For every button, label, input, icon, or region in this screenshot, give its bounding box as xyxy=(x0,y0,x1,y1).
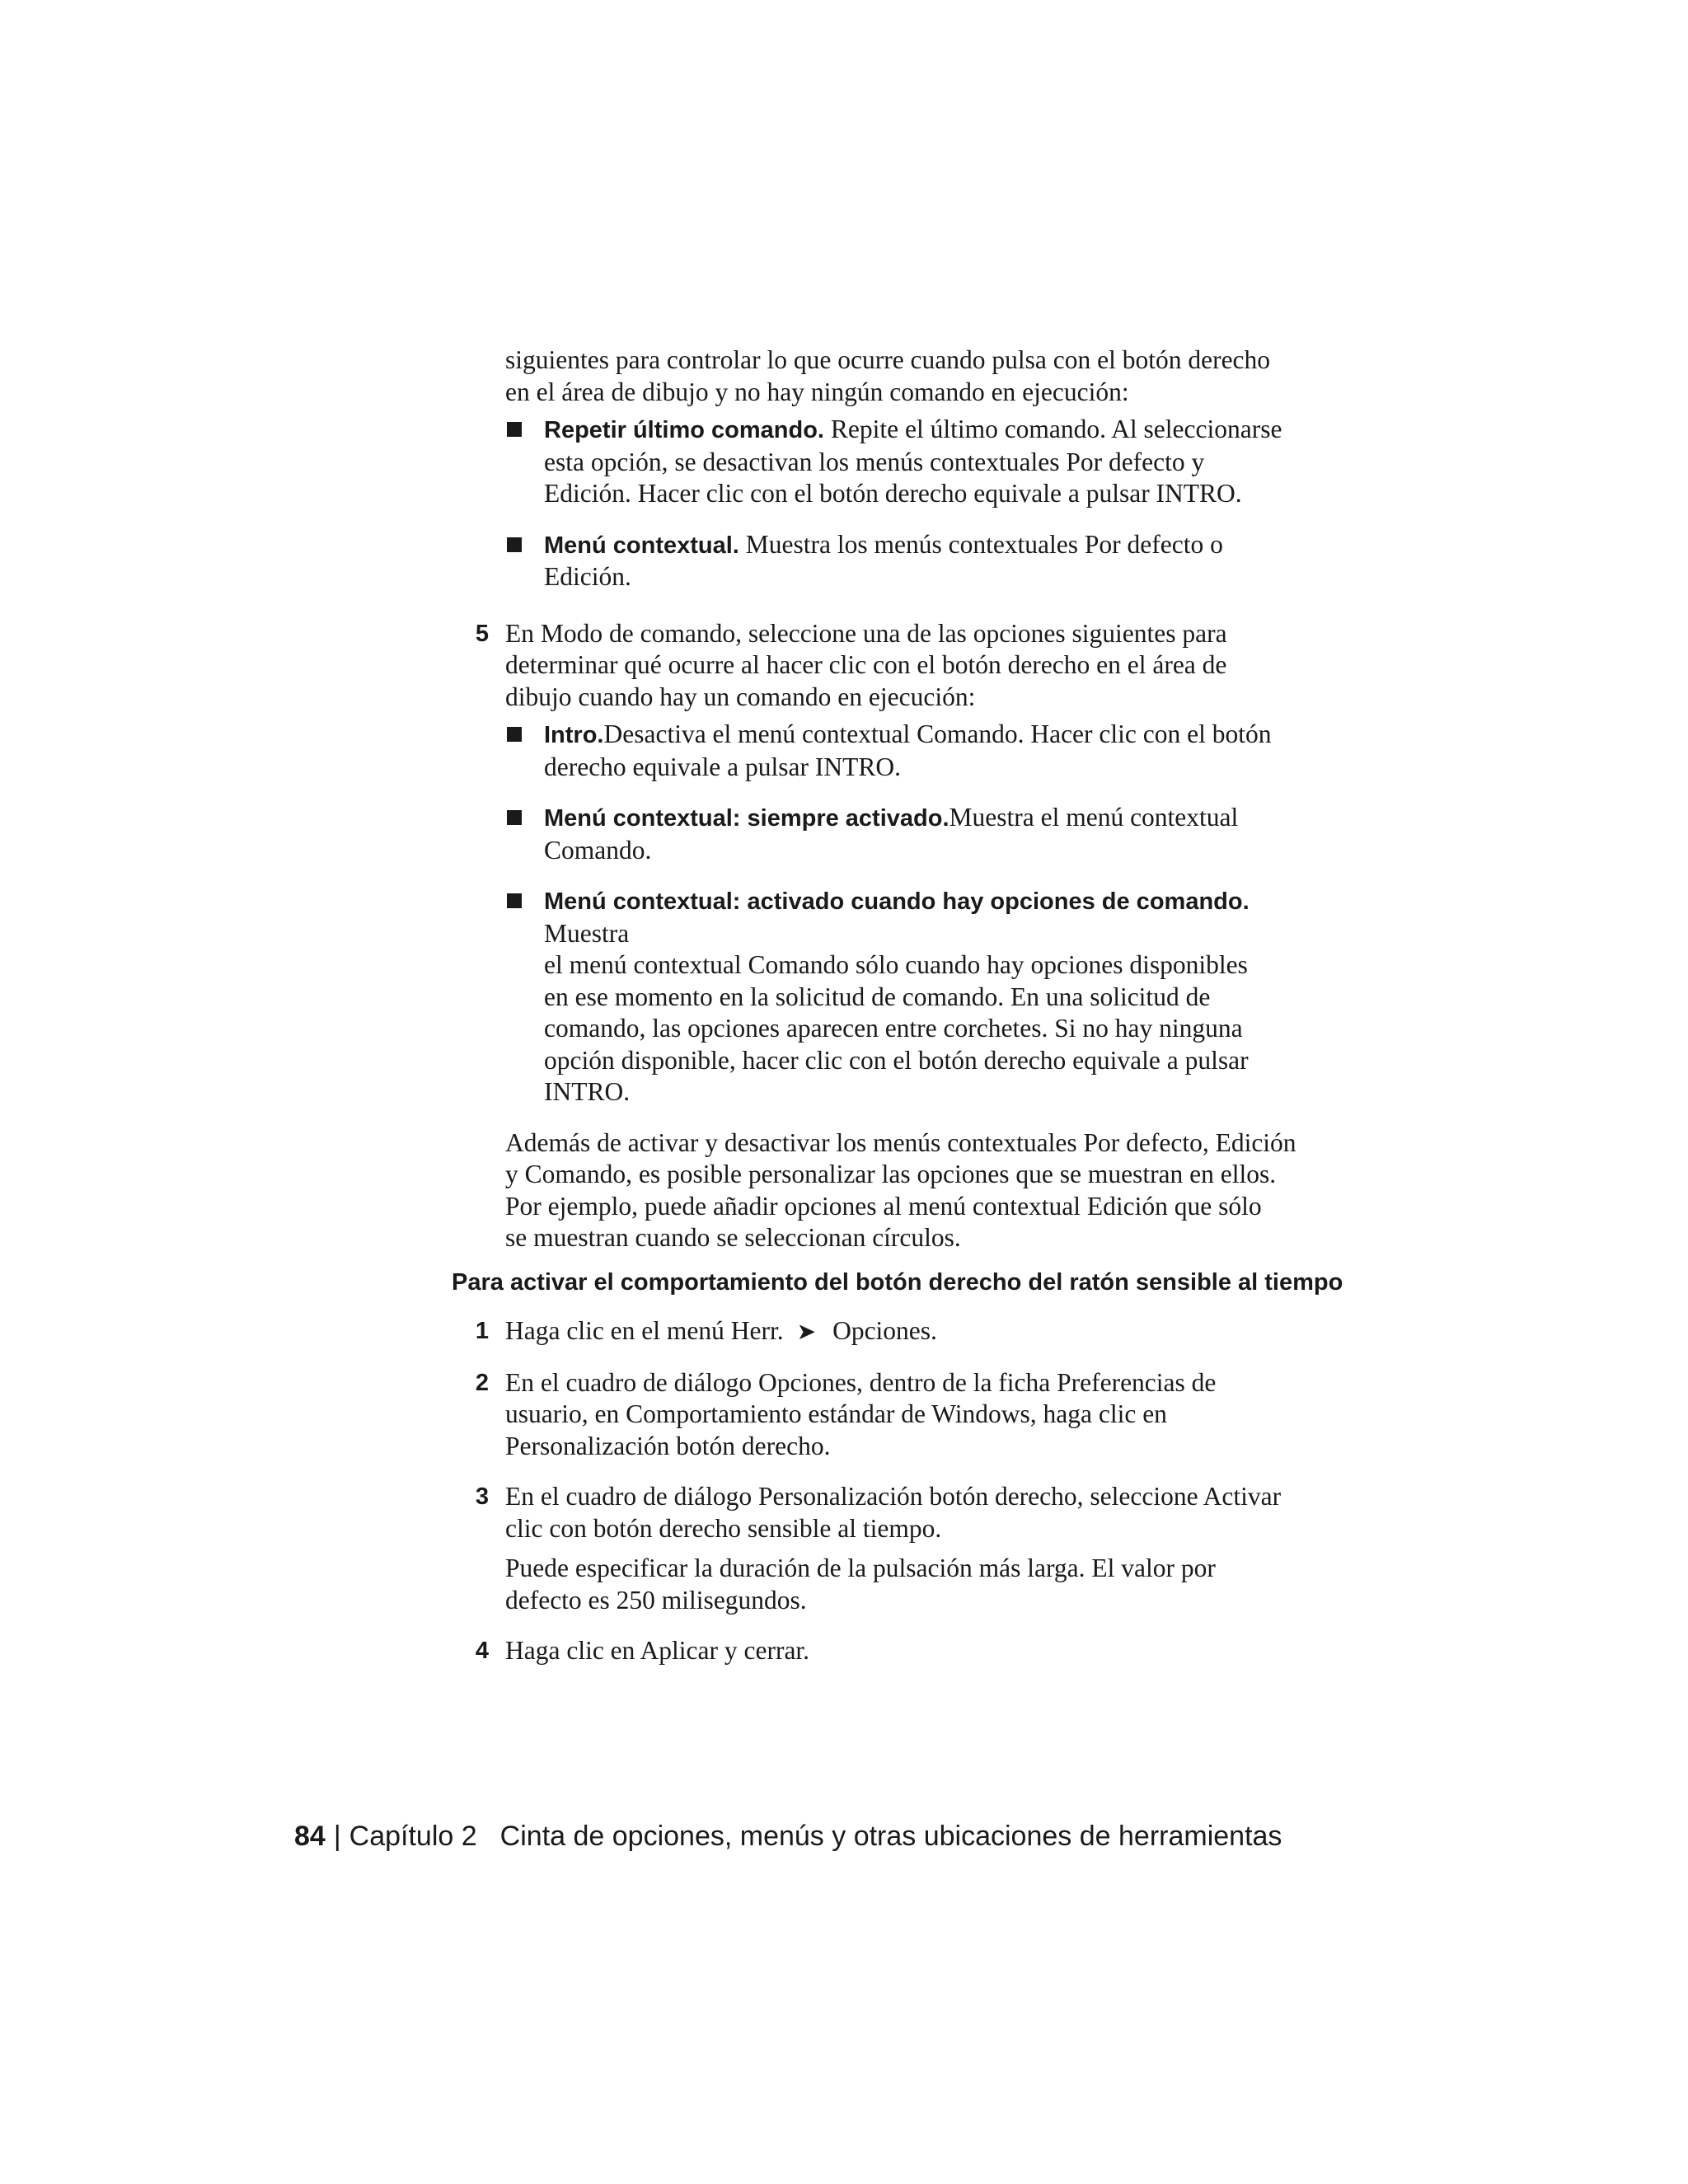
step-number: 5 xyxy=(475,620,489,647)
text-line: Edición. xyxy=(544,562,631,591)
text-line: opción disponible, hacer clic con el botón derecho equivale a pulsar xyxy=(544,1045,1249,1075)
menu-path-end: Opciones. xyxy=(832,1316,937,1345)
text-line: Desactiva el menú contextual Comando. Hacer clic con el botón xyxy=(603,719,1272,748)
text-line: En el cuadro de diálogo Opciones, dentro de la ficha Preferencias de xyxy=(505,1367,1217,1397)
text-line: Personalización botón derecho. xyxy=(505,1431,831,1460)
text-line: Además de activar y desactivar los menús contextuales Por defecto, Edición xyxy=(505,1127,1296,1157)
text-line: Comando. xyxy=(544,835,652,865)
menu-arrow-icon: ➤ xyxy=(796,1318,817,1345)
list-item xyxy=(505,802,1334,866)
default-mode-list xyxy=(505,414,1334,593)
step-number: 4 xyxy=(475,1638,489,1664)
text-line: se muestran cuando se seleccionan círculos. xyxy=(505,1223,961,1252)
text-line: en el área de dibujo y no hay ningún comando en ejecución: xyxy=(505,377,1129,406)
text-line: INTRO. xyxy=(544,1077,631,1106)
intro-paragraph xyxy=(505,344,1334,408)
item-label: Menú contextual: siempre activado. xyxy=(544,805,950,832)
additional-paragraph xyxy=(505,1127,1334,1254)
procedure-steps xyxy=(475,1315,1334,1667)
text-line: Edición. Hacer clic con el botón derecho equivale a pulsar INTRO. xyxy=(544,479,1242,508)
text-line: Muestra xyxy=(544,918,630,948)
text-line: y Comando, es posible personalizar las opciones que se muestran en ellos. xyxy=(505,1160,1277,1188)
text-line: Haga clic en Aplicar y cerrar. xyxy=(505,1636,810,1665)
text-line: dibujo cuando hay un comando en ejecución: xyxy=(505,682,976,711)
step-1 xyxy=(475,1315,1334,1348)
text-line: En el cuadro de diálogo Personalización botón derecho, seleccione Activar xyxy=(505,1482,1282,1511)
text-line: comando, las opciones aparecen entre corchetes. Si no hay ninguna xyxy=(544,1014,1243,1043)
step-note xyxy=(505,1553,1334,1616)
page-footer xyxy=(294,1820,1282,1853)
text-line: el menú contextual Comando sólo cuando hay opciones disponibles xyxy=(544,950,1248,979)
menu-path-start: Haga clic en el menú Herr. xyxy=(505,1316,784,1345)
list-item xyxy=(505,885,1334,1108)
text-line: en ese momento en la solicitud de comando. En una solicitud de xyxy=(544,982,1211,1011)
bullet-square-icon xyxy=(507,810,522,825)
chapter-title: Cinta de opciones, menús y otras ubicaciones de herramientas xyxy=(499,1821,1282,1852)
text-line: Por ejemplo, puede añadir opciones al menú contextual Edición que sólo xyxy=(505,1191,1262,1221)
procedure-heading: Para activar el comportamiento del botón derecho del ratón sensible al tiempo xyxy=(452,1269,1343,1296)
text-line: derecho equivale a pulsar INTRO. xyxy=(544,752,901,781)
text-line: Muestra los menús contextuales Por defecto o xyxy=(738,529,1223,559)
text-line: esta opción, se desactivan los menús contextuales Por defecto y xyxy=(544,447,1205,476)
step-4 xyxy=(475,1635,1334,1667)
text-line: Puede especificar la duración de la pulsación más larga. El valor por xyxy=(505,1554,1216,1582)
main-content xyxy=(475,344,1334,1254)
item-label: Intro. xyxy=(544,722,604,748)
step-number: 1 xyxy=(475,1318,489,1344)
text-line: En Modo de comando, seleccione una de las opciones siguientes para xyxy=(505,618,1227,648)
text-line: determinar qué ocurre al hacer clic con el botón derecho en el área de xyxy=(505,650,1227,679)
bullet-square-icon xyxy=(507,727,522,742)
step-number: 2 xyxy=(475,1369,489,1396)
text-line: usuario, en Comportamiento estándar de Windows, haga clic en xyxy=(505,1399,1167,1428)
text-line: defecto es 250 milisegundos. xyxy=(505,1585,807,1615)
chapter-label: Capítulo 2 xyxy=(349,1821,477,1852)
list-item xyxy=(505,414,1334,510)
list-item xyxy=(505,719,1334,783)
bullet-square-icon xyxy=(507,422,522,437)
step-5 xyxy=(475,618,1334,714)
item-label: Menú contextual. xyxy=(544,532,739,559)
footer-separator: | xyxy=(333,1821,341,1852)
bullet-square-icon xyxy=(507,893,522,908)
text-line: siguientes para controlar lo que ocurre cuando pulsa con el botón derecho xyxy=(505,345,1271,374)
item-label: Repetir último comando. xyxy=(544,417,824,443)
text-line: Repite el último comando. Al seleccionarse xyxy=(823,415,1282,443)
step-2 xyxy=(475,1367,1334,1463)
page-number: 84 xyxy=(294,1821,326,1852)
text-line: Muestra el menú contextual xyxy=(949,803,1239,832)
step-number: 3 xyxy=(475,1483,489,1510)
list-item xyxy=(505,529,1334,593)
command-mode-list xyxy=(505,719,1334,1108)
text-line: clic con botón derecho sensible al tiempo. xyxy=(505,1513,942,1543)
bullet-square-icon xyxy=(507,537,522,552)
item-label: Menú contextual: activado cuando hay opciones de comando. xyxy=(544,888,1250,915)
step-3 xyxy=(475,1481,1334,1616)
